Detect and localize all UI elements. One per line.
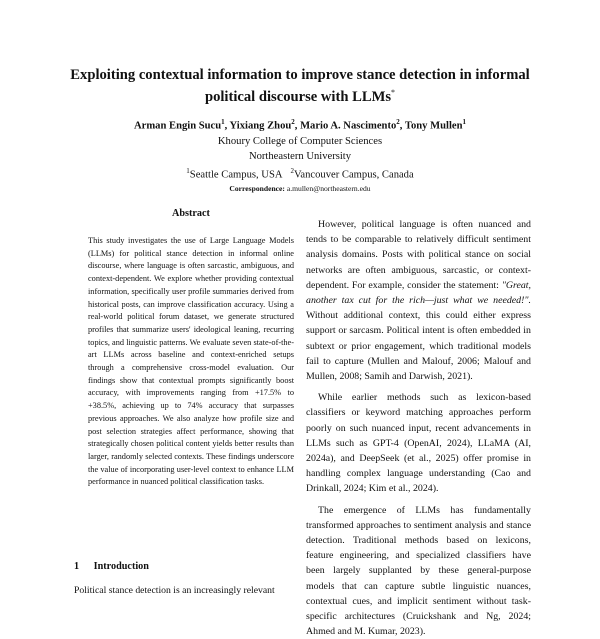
author-block [40,115,560,196]
author-affiliation-mark: 1 [462,118,466,126]
author-name: Arman Engin Sucu [133,120,222,132]
campus-line [40,164,560,183]
introduction-heading [74,561,149,572]
title-line-2-text: political discourse with LLMs [204,88,392,105]
section-title: Introduction [93,561,149,572]
introduction-first-line: Political stance detection is an increasingly relevant [74,585,275,596]
campus-mark: 2 [290,166,294,175]
correspondence [40,182,560,196]
abstract-text: This study investigates the use of Large Language Models (LLMs) for political stance detection in informal online discourse, where language is often sarcastic, ambiguous, and context-dependent. We explore whether providing contextual information, specifically user profile summaries derived from historical posts, can improve classification accuracy. Using a real-world political forum dataset, we generate structured profiles that summarize users' ideological leaning, recurring topics, and linguistic patterns. We evaluate seven state-of-the-art LLMs across baseline and context-enriched setups through a comprehensive cross-model evaluation. Our findings show that contextual prompts significantly boost accuracy, with improvements ranging from +17.5% to +38.5%, achieving up to 74% accuracy that surpasses previous approaches. We also analyze how profile size and post selection strategies affect performance, showing that strategically chosen political content yields better results than larger, randomly selected contexts. These findings underscore the value of incorporating user-level context to enhance LLM performance in nuanced political classification tasks. [88,236,294,487]
title-footnote-mark: * [391,88,396,97]
para1-text: However, political language is often nuanced and tends to be comparable to relatively difficult sentiment analysis domains. Posts with political stance on social networks are often ambiguous, sarcastic, or context-dependent. For example, consider the statement: [306,219,531,291]
para1-continued: Without additional context, this could either express support or sarcasm. Political intent is often embedded in subtext or prior engagement, which traditional models fail to capture (Mullen and Malouf, 2006; Malouf and Mullen, 2008; Samih and Darwish, 2021). [306,310,531,383]
section-number: 1 [74,561,80,572]
body-paragraph: While earlier methods such as lexicon-based classifiers or keyword matching approaches perform poorly on such nuanced input, recent advancements in LLMs such as GPT-4 (OpenAI, 2024), LLaMA (AI, 2024a), and DeepSeek (et al., 2025) offer promise in handling complex language understanding (Cao and Drinkall, 2024; Kim et al., 2024). [306,392,531,495]
campus-mark: 1 [186,166,190,175]
author-names: Arman Engin Sucu$^1$, Yixiang Zhou$^2$, Mario A. Nascimento$^2$, Tony Mullen$^1$ [133,118,466,132]
paper-title [50,66,550,106]
author-name: Yixiang Zhou [229,120,292,132]
college-name: Khoury College of Computer Sciences [217,135,383,147]
title-line-1: Exploiting contextual information to improve stance detection in informal [70,67,530,83]
author-name: Tony Mullen [404,120,463,132]
correspondence-email[interactable]: a.mullen@northeastern.edu [286,184,371,194]
campus-1: Seattle Campus, USA [189,169,283,181]
author-affiliation-mark: 1 [221,118,225,126]
author-affiliation-mark: 2 [291,118,295,126]
right-column [306,217,531,639]
correspondence-label: Correspondence: [229,184,285,194]
author-name: Mario A. Nascimento [300,120,397,132]
title-line-2 [50,84,550,106]
abstract-heading: Abstract [172,208,210,219]
body-paragraph [306,217,531,384]
left-column [88,208,294,489]
author-affiliation-mark: 2 [396,118,400,126]
university-name: Northeastern University [248,150,352,162]
sarcastic-example-quote: "Great, another tax cut for the rich—just what we needed!". [306,279,531,307]
body-paragraph: The emergence of LLMs has fundamentally transformed approaches to sentiment analysis and stance detection. Traditional methods based on lexicons, feature engineering, and specialized classifiers have been largely supplanted by these general-purpose models that can capture subtle linguistic nuances, contextual cues, and implicit sentiment without task-specific architectures (Cruickshank and Ng, 2024; Ahmed and M. Kumar, 2023). [306,504,531,638]
campus-2: Vancouver Campus, Canada [293,169,414,181]
